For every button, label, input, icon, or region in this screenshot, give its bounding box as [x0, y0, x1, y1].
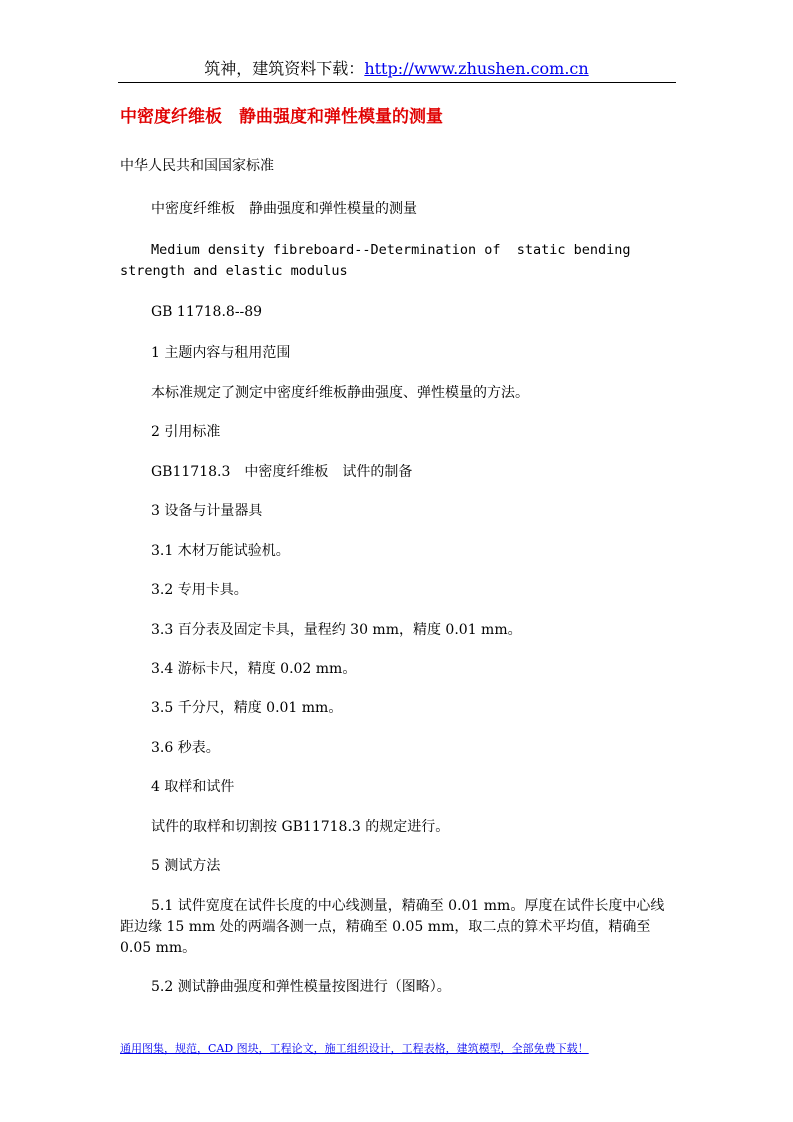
section-3-5: 3.5 千分尺，精度 0.01 mm。 [151, 700, 343, 716]
header-link[interactable]: http://www.zhushen.com.cn [364, 59, 589, 78]
header-label: 筑神，建筑资料下载： [204, 59, 365, 78]
section-1-heading: 1 主题内容与租用范围 [151, 345, 291, 361]
cn-title: 中密度纤维板 静曲强度和弹性模量的测量 [151, 201, 417, 217]
section-3-heading: 3 设备与计量器具 [151, 503, 263, 519]
section-3-3: 3.3 百分表及固定卡具，量程约 30 mm，精度 0.01 mm。 [151, 622, 522, 638]
en-title-line-2: strength and elastic modulus [120, 263, 348, 279]
document-title: 中密度纤维板 静曲强度和弹性模量的测量 [120, 107, 443, 127]
en-title-line-1: Medium density fibreboard--Determination of static bending [151, 242, 631, 258]
section-4-heading: 4 取样和试件 [151, 779, 235, 795]
section-3-4: 3.4 游标卡尺，精度 0.02 mm。 [151, 661, 357, 677]
header-divider [118, 82, 676, 83]
standard-org: 中华人民共和国国家标准 [120, 158, 274, 174]
section-4-text: 试件的取样和切割按 GB11718.3 的规定进行。 [151, 819, 450, 835]
section-2-text: GB11718.3 中密度纤维板 试件的制备 [151, 464, 413, 480]
section-5-heading: 5 测试方法 [151, 858, 221, 874]
section-3-2: 3.2 专用卡具。 [151, 582, 248, 598]
section-5-1: 5.1 试件宽度在试件长度的中心线测量，精确至 0.01 mm。厚度在试件长度中心线距边缘 15 mm 处的两端各测一点，精确至 0.05 mm，取二点的算术平均值，精确至 0.05 mm。 [120, 898, 665, 956]
section-5-2: 5.2 测试静曲强度和弹性模量按图进行（图略）。 [151, 979, 451, 995]
footer-link[interactable]: 通用图集，规范，CAD 图块，工程论文，施工组织设计，工程表格，建筑模型，全部免费下载！ [120, 1042, 589, 1055]
section-3-6: 3.6 秒表。 [151, 740, 220, 756]
page-header [0, 58, 793, 80]
section-1-text: 本标准规定了测定中密度纤维板静曲强度、弹性模量的方法。 [151, 385, 529, 401]
section-3-1: 3.1 木材万能试验机。 [151, 543, 290, 559]
standard-number: GB 11718.8--89 [151, 304, 263, 320]
section-2-heading: 2 引用标准 [151, 424, 221, 440]
